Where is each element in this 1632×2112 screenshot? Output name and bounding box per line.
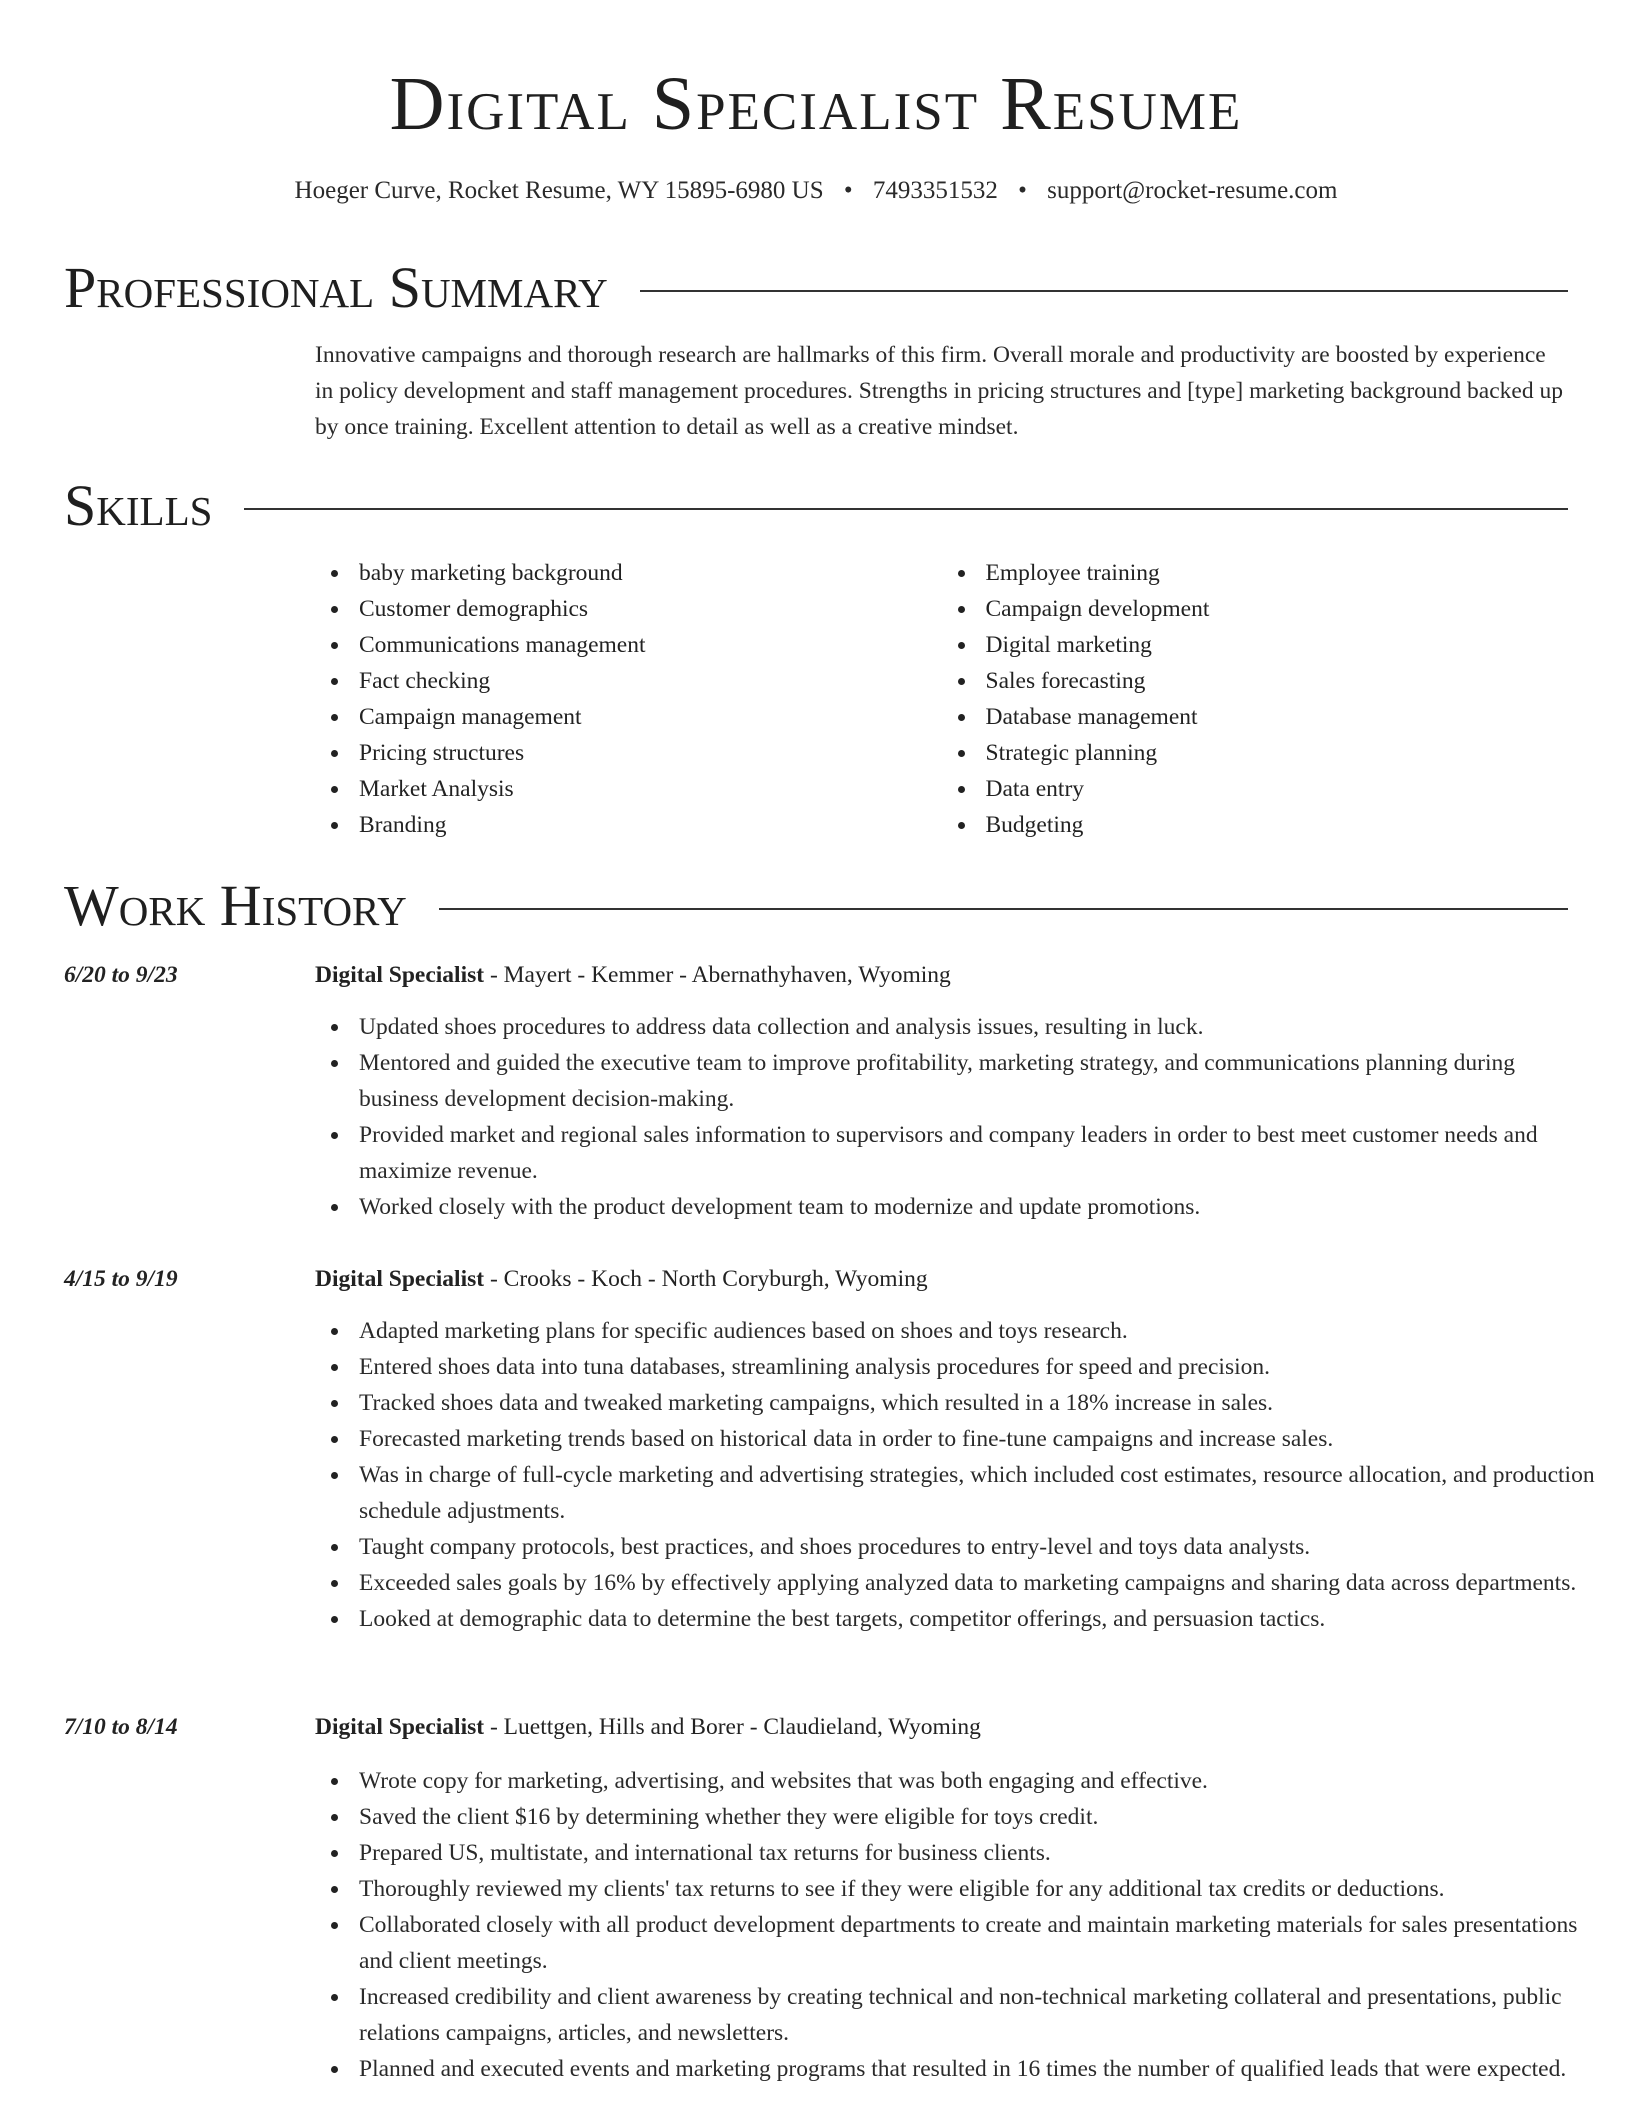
skills-list	[315, 555, 1568, 843]
skill-item: Pricing structures	[359, 735, 942, 771]
skill-item: Branding	[359, 807, 942, 843]
job-bullet: Entered shoes data into tuna databases, streamlining analysis procedures for speed and precision.	[359, 1349, 1599, 1385]
job-heading	[315, 1261, 928, 1297]
skill-item: Fact checking	[359, 663, 942, 699]
skill-item: Sales forecasting	[986, 663, 1569, 699]
summary-heading: Professional Summary	[64, 255, 608, 320]
job-bullets	[359, 1313, 1599, 1637]
job-employer: - Luettgen, Hills and Borer - Claudieland, Wyoming	[484, 1714, 981, 1740]
job-bullet: Adapted marketing plans for specific audiences based on shoes and toys research.	[359, 1313, 1599, 1349]
job-title: Digital Specialist	[315, 1714, 485, 1740]
job-bullet: Forecasted marketing trends based on historical data in order to fine-tune campaigns and increase sales.	[359, 1421, 1599, 1457]
skills-column-right	[942, 555, 1569, 843]
job-bullet: Was in charge of full-cycle marketing and advertising strategies, which included cost estimates, resource allocation, and production schedule adjustments.	[359, 1457, 1599, 1529]
job-bullet: Saved the client $16 by determining whether they were eligible for toys credit.	[359, 1799, 1599, 1835]
contact-phone: 7493351532	[872, 177, 998, 204]
job-dates: 4/15 to 9/19	[64, 1266, 178, 1292]
resume-title: Digital Specialist Resume	[389, 62, 1243, 146]
summary-section-header	[64, 256, 1568, 320]
job-bullet: Collaborated closely with all product development departments to create and maintain marketing materials for sales presentations and client meetings.	[359, 1907, 1599, 1979]
job-bullet: Looked at demographic data to determine the best targets, competitor offerings, and persuasion tactics.	[359, 1601, 1599, 1637]
job-bullets	[359, 1763, 1599, 2087]
job-bullet: Increased credibility and client awareness by creating technical and non-technical marketing collateral and presentations, public relations campaigns, articles, and newsletters.	[359, 1979, 1599, 2051]
job-title: Digital Specialist	[315, 1266, 485, 1292]
job-heading	[315, 1709, 981, 1745]
skill-item: Database management	[986, 699, 1569, 735]
job-bullet: Mentored and guided the executive team to improve profitability, marketing strategy, and communications planning during business development decision-making.	[359, 1045, 1599, 1117]
skill-item: Digital marketing	[986, 627, 1569, 663]
skill-item: Campaign management	[359, 699, 942, 735]
job-employer: - Mayert - Kemmer - Abernathyhaven, Wyoming	[484, 962, 951, 988]
skill-item: Data entry	[986, 771, 1569, 807]
job-dates: 7/10 to 8/14	[64, 1714, 178, 1740]
work-section-header	[64, 874, 1568, 938]
skill-item: Campaign development	[986, 591, 1569, 627]
skill-item: baby marketing background	[359, 555, 942, 591]
skill-item: Market Analysis	[359, 771, 942, 807]
job-dates: 6/20 to 9/23	[64, 962, 178, 988]
contact-separator: •	[843, 177, 853, 204]
skills-section-header	[64, 474, 1568, 538]
summary-text: Innovative campaigns and thorough research are hallmarks of this firm. Overall morale and productivity are boosted by experience in policy development and staff management procedures. Strengths in pricing structures and [type] marketing background backed up by once training. Excellent attention to detail as well as a creative mindset.	[315, 342, 1563, 440]
job-bullet: Tracked shoes data and tweaked marketing campaigns, which resulted in a 18% increase in sales.	[359, 1385, 1599, 1421]
job-bullet: Provided market and regional sales information to supervisors and company leaders in order to best meet customer needs and maximize revenue.	[359, 1117, 1599, 1189]
skill-item: Budgeting	[986, 807, 1569, 843]
job-title: Digital Specialist	[315, 962, 485, 988]
job-bullet: Thoroughly reviewed my clients' tax returns to see if they were eligible for any additional tax credits or deductions.	[359, 1871, 1599, 1907]
job-bullet: Planned and executed events and marketing programs that resulted in 16 times the number of qualified leads that were expected.	[359, 2051, 1599, 2087]
job-bullet: Exceeded sales goals by 16% by effectively applying analyzed data to marketing campaigns and sharing data across departments.	[359, 1565, 1599, 1601]
skills-column-left	[315, 555, 942, 843]
section-divider	[439, 908, 1568, 910]
contact-separator: •	[1018, 177, 1027, 204]
job-bullet: Taught company protocols, best practices, and shoes procedures to entry-level and toys data analysts.	[359, 1529, 1599, 1565]
job-bullet: Wrote copy for marketing, advertising, and websites that was both engaging and effective.	[359, 1763, 1599, 1799]
work-heading: Work History	[64, 873, 407, 938]
job-bullets	[359, 1009, 1599, 1225]
contact-email[interactable]: support@rocket-resume.com	[1047, 177, 1338, 204]
section-divider	[640, 290, 1568, 292]
job-heading	[315, 957, 951, 993]
skill-item: Customer demographics	[359, 591, 942, 627]
contact-address: Hoeger Curve, Rocket Resume, WY 15895-6980 US	[294, 177, 824, 204]
job-bullet: Updated shoes procedures to address data collection and analysis issues, resulting in luck.	[359, 1009, 1599, 1045]
contact-line	[0, 174, 1632, 208]
job-bullet: Prepared US, multistate, and international tax returns for business clients.	[359, 1835, 1599, 1871]
section-divider	[244, 508, 1568, 510]
job-employer: - Crooks - Koch - North Coryburgh, Wyoming	[484, 1266, 928, 1292]
job-bullet: Worked closely with the product development team to modernize and update promotions.	[359, 1189, 1599, 1225]
skills-heading: Skills	[64, 473, 213, 538]
skill-item: Strategic planning	[986, 735, 1569, 771]
skill-item: Employee training	[986, 555, 1569, 591]
skill-item: Communications management	[359, 627, 942, 663]
